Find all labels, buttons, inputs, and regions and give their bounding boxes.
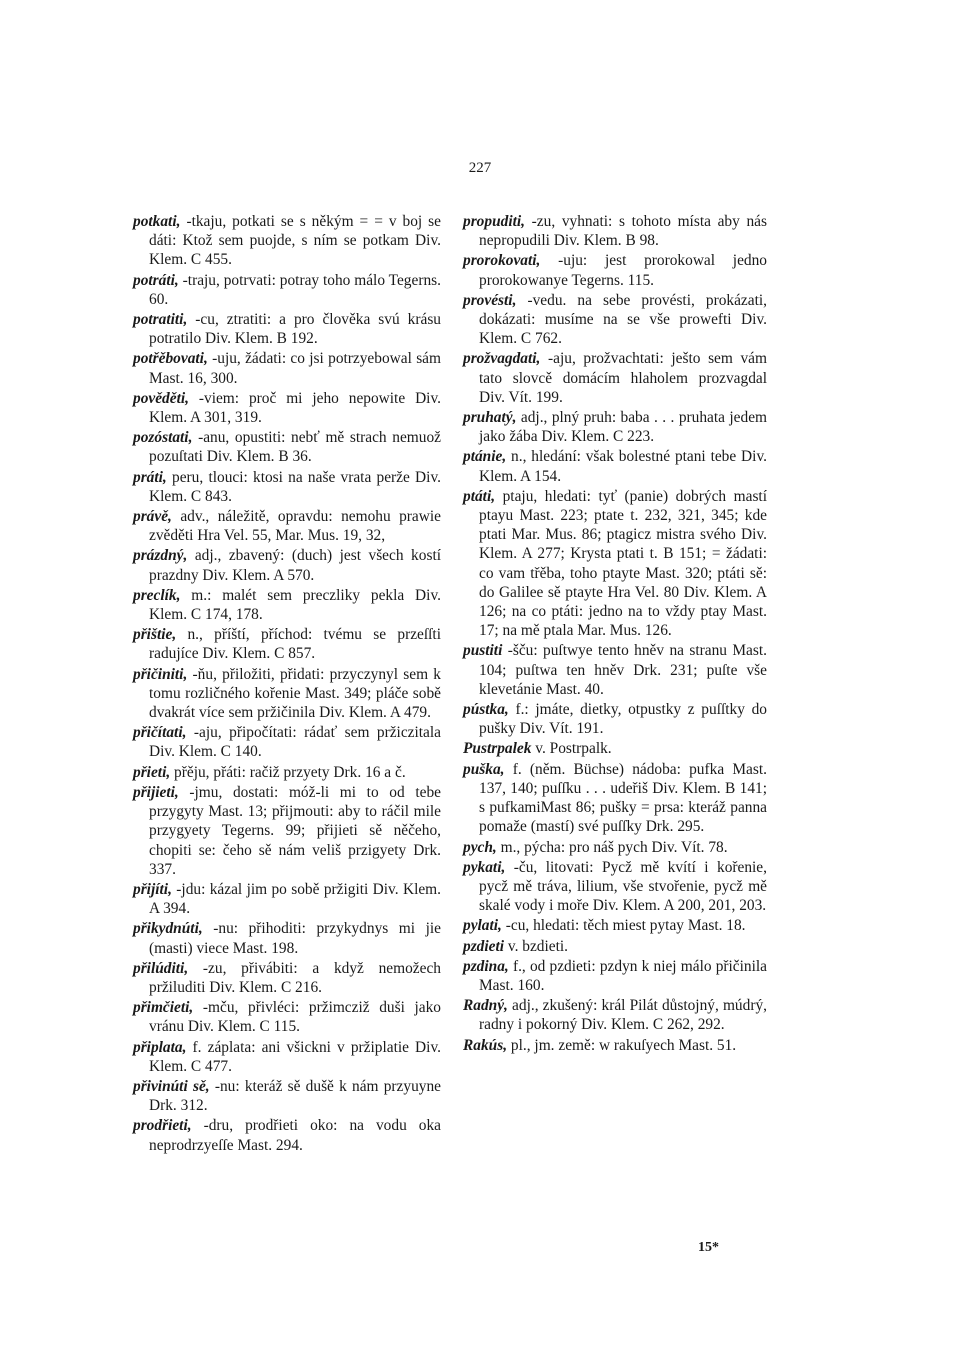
entry-text: -aju, připočítati: rádať sem pržiczitala Div. Klem. C 140. xyxy=(149,724,441,761)
entry-headword: právě, xyxy=(133,508,172,526)
entry-text: -dru, prodřieti oko: na vodu oka neprodrzyeſſe Mast. 294. xyxy=(149,1117,441,1154)
entry-text: v. bzdieti. xyxy=(504,937,569,955)
dictionary-entry xyxy=(463,760,767,837)
entry-headword: práti, xyxy=(133,468,167,486)
dictionary-entry xyxy=(133,1038,441,1076)
entry-text: m., pýcha: pro náš pych Div. Vít. 78. xyxy=(496,838,728,856)
dictionary-entry xyxy=(463,251,767,289)
dictionary-entry xyxy=(133,625,441,663)
dictionary-entry xyxy=(463,349,767,407)
entry-text: -nu: přihoditi: przykydnys mi jie (masti) viece Mast. 198. xyxy=(149,920,441,957)
dictionary-entry xyxy=(463,408,767,446)
entry-text: v. Postrpalk. xyxy=(531,740,612,758)
entry-headword: pústka, xyxy=(463,701,509,719)
dictionary-entry xyxy=(463,700,767,738)
page-number: 227 xyxy=(468,160,492,176)
entry-headword: přieti, xyxy=(133,763,171,781)
entry-text: -uju, žádati: co jsi potrzyebowal sám Mast. 16, 300. xyxy=(149,350,441,387)
entry-headword: puška, xyxy=(463,760,505,778)
entry-headword: přimčieti, xyxy=(133,999,194,1017)
entry-text: -tkaju, potkati se s někým = = v boj se dáti: Ktož sem puojde, s ním se potkam Div. Klem. C 455. xyxy=(149,213,441,269)
entry-headword: pustiti xyxy=(463,642,503,660)
entry-headword: potkati, xyxy=(133,213,181,230)
entry-text: ptaju, hledati: tyť (panie) dobrých mastí ptayu Mast. 223; ptate t. 232, 321, 345; kde ptati Mar. Mus. 86; ptagicz mistra svého Div. Klem. A 277; Krysta ptati t. B 151; = žádati: co vam třěba, toho ptayte Mast. 320; ptáti sě: do Galilee sě ptayte Hra Vel. 80 Div. Klem. A 126; na co ptáti: jedno na to vždy ptay Mast. 17; na mě ptala Mar. Mus. 126. xyxy=(479,487,767,640)
dictionary-entry xyxy=(133,349,441,387)
entry-text: f. (něm. Büchse) nádoba: pufka Mast. 137, 140; puſſku . . . udeřiš Div. Klem. B 141; s pufkamiMast 86; pušky = prsa: kteráž panna pomaže (mastí) své puſſky Drk. 295. xyxy=(479,760,767,836)
entry-text: -vedu. na sebe provésti, prokázati, dokázati: musíme na se vše prowefti Div. Klem. C 762. xyxy=(479,291,767,348)
entry-text: -jdu: kázal jim po sobě pržigiti Div. Klem. A 394. xyxy=(149,880,441,918)
entry-headword: přilúditi, xyxy=(133,959,189,977)
dictionary-entry xyxy=(133,723,441,761)
dictionary-entry xyxy=(463,1036,767,1055)
dictionary-entry xyxy=(133,919,441,957)
dictionary-entry xyxy=(133,783,441,879)
dictionary-entry xyxy=(133,665,441,723)
entry-headword: přičiniti, xyxy=(133,665,188,683)
entry-text: -zu, vyhnati: s tohoto místa aby nás nepropudili Div. Klem. B 98. xyxy=(479,213,767,250)
entry-text: f.: jmáte, dietky, otpustky z puſſtky do pušky Div. Vít. 191. xyxy=(479,701,767,738)
dictionary-entry xyxy=(463,937,767,956)
dictionary-entry xyxy=(133,1077,441,1115)
entry-headword: pozóstati, xyxy=(133,429,193,447)
entry-headword: potráti, xyxy=(133,271,179,289)
dictionary-entry xyxy=(133,507,441,545)
entry-headword: přijíti, xyxy=(133,880,172,898)
dictionary-entry xyxy=(463,291,767,349)
entry-headword: prorokovati, xyxy=(463,252,541,270)
entry-headword: připlata, xyxy=(133,1038,187,1056)
dictionary-entry xyxy=(463,858,767,916)
entry-text: -ču, litovati: Pycž mě kvítí i kořenie, pycž mě tráva, lilium, vše stvořenie, pycž mě skalé vody i moře Div. Klem. A 200, 201, 203. xyxy=(479,858,767,915)
dictionary-entry xyxy=(463,739,767,758)
entry-text: pl., jm. země: w rakuſyech Mast. 51. xyxy=(507,1036,737,1054)
dictionary-entry xyxy=(463,916,767,935)
dictionary-entry xyxy=(133,763,441,782)
dictionary-entry xyxy=(133,880,441,918)
dictionary-entry xyxy=(133,546,441,584)
entry-headword: přivinúti sě, xyxy=(133,1077,210,1095)
dictionary-entry xyxy=(463,957,767,995)
entry-headword: přištie, xyxy=(133,626,177,644)
entry-text: adv., náležitě, opravdu: nemohu prawie zvěděti Hra Vel. 55, Mar. Mus. 19, 32, xyxy=(149,508,441,545)
dictionary-entry xyxy=(463,447,767,485)
dictionary-entry xyxy=(463,996,767,1034)
entry-headword: prodřieti, xyxy=(133,1117,192,1135)
right-column xyxy=(463,212,767,1056)
entry-text: adj., zbavený: (duch) jest všech kostí prazdny Div. Klem. A 570. xyxy=(149,547,441,584)
entry-headword: potratiti, xyxy=(133,311,188,329)
entry-text: přěju, přáti: račiž przyety Drk. 16 a č. xyxy=(170,763,406,781)
entry-text: f. záplata: ani všickni v pržiplatie Div. Klem. C 477. xyxy=(149,1038,441,1075)
entry-text: peru, tlouci: ktosi na naše vrata perže Div. Klem. C 843. xyxy=(149,468,441,505)
entry-text: -ňu, přiložiti, přidati: przyczynyl sem k tomu rozličného kořenie Mast. 349; pláče sobě dvakrát více sem pržičinila Div. Klem. A 479. xyxy=(149,665,441,722)
dictionary-entry xyxy=(133,959,441,997)
dictionary-entry xyxy=(133,586,441,624)
entry-text: -cu, ztratiti: a pro člověka svú krásu potratilo Div. Klem. B 192. xyxy=(149,311,441,348)
left-column xyxy=(133,212,441,1156)
entry-text: -cu, hledati: těch miest pytay Mast. 18. xyxy=(501,917,746,935)
entry-text: f., od pzdieti: pzdyn k niej málo přičinila Mast. 160. xyxy=(479,957,767,994)
entry-text: -šču: puſtwye tento hněv na stranu Mast. 104; puſtwa ten hněv Drk. 231; puſte vše klevetánie Mast. 40. xyxy=(479,642,767,698)
dictionary-entry xyxy=(133,271,441,309)
dictionary-entry xyxy=(463,212,767,250)
entry-headword: Pustrpalek xyxy=(463,740,532,758)
entry-text: n., příští, příchod: tvému se przeſſti radujíce Div. Klem. C 857. xyxy=(149,626,441,663)
entry-text: -zu, přivábiti: a když nemožech pržiluditi Div. Klem. C 216. xyxy=(149,959,441,996)
dictionary-entry xyxy=(133,310,441,348)
dictionary-entry xyxy=(133,389,441,427)
entry-text: adj., zkušený: král Pilát důstojný, múdrý, radny i pokorný Div. Klem. C 262, 292. xyxy=(479,997,767,1034)
entry-text: -aju, prožvachtati: ješto sem vám tato slovcě domácím hlaholem prozvagdal Div. Vít. 199. xyxy=(479,350,767,406)
entry-text: -jmu, dostati: móž-li mi to od tebe przygyty Mast. 13; přijmouti: aby to ráčil mile przygyety Tegerns. 99; přijieti sě něčeho, chopiti se: čeho sě nám veliš przigyety Drk. 337. xyxy=(149,783,441,878)
entry-headword: potřěbovati, xyxy=(133,350,208,368)
entry-headword: ptánie, xyxy=(463,448,507,466)
signature-mark: 15* xyxy=(698,1240,719,1255)
entry-text: n., hledání: však bolestné ptani tebe Div. Klem. A 154. xyxy=(479,448,767,485)
entry-headword: pověděti, xyxy=(133,389,189,407)
entry-headword: pych, xyxy=(463,838,497,856)
entry-headword: přijieti, xyxy=(133,783,179,801)
entry-text: -nu: kteráž sě dušě k nám przyuyne Drk. 312. xyxy=(149,1077,441,1115)
dictionary-entry xyxy=(463,487,767,641)
entry-headword: přikydnúti, xyxy=(133,920,203,938)
entry-text: -traju, potrvati: potray toho málo Tegerns. 60. xyxy=(149,271,441,308)
entry-text: -anu, opustiti: nebť mě strach nemuož pozuſtati Div. Klem. B 36. xyxy=(149,429,441,466)
dictionary-entry xyxy=(133,1116,441,1154)
entry-headword: ptáti, xyxy=(463,487,496,505)
dictionary-entry xyxy=(133,212,441,270)
entry-headword: prožvagdati, xyxy=(463,350,541,368)
dictionary-entry xyxy=(133,468,441,506)
entry-headword: pzdina, xyxy=(463,957,509,975)
entry-headword: Radný, xyxy=(463,997,508,1015)
entry-text: -uju: jest prorokowal jedno prorokowanye Tegerns. 115. xyxy=(479,252,767,289)
entry-headword: propuditi, xyxy=(463,213,526,230)
entry-text: -mču, přivléci: pržimcziž duši jako vránu Div. Klem. C 115. xyxy=(149,999,441,1036)
entry-text: m.: malét sem preczliky pekla Div. Klem. C 174, 178. xyxy=(149,586,441,624)
entry-headword: pylati, xyxy=(463,917,502,935)
entry-text: -viem: proč mi jeho nepowite Div. Klem. A 301, 319. xyxy=(149,389,441,427)
entry-headword: pzdieti xyxy=(463,937,505,955)
entry-headword: provésti, xyxy=(463,291,517,309)
dictionary-entry xyxy=(133,998,441,1036)
dictionary-entry xyxy=(463,641,767,699)
entry-headword: pruhatý, xyxy=(463,409,517,427)
entry-headword: prázdný, xyxy=(133,547,188,565)
entry-text: adj., plný pruh: baba . . . pruhata jedem jako žába Div. Klem. C 223. xyxy=(479,409,767,446)
entry-headword: preclík, xyxy=(133,586,181,604)
entry-headword: Rakús, xyxy=(463,1036,508,1054)
entry-headword: pykati, xyxy=(463,858,506,876)
entry-headword: přičítati, xyxy=(133,724,187,742)
dictionary-entry xyxy=(133,428,441,466)
dictionary-entry xyxy=(463,838,767,857)
